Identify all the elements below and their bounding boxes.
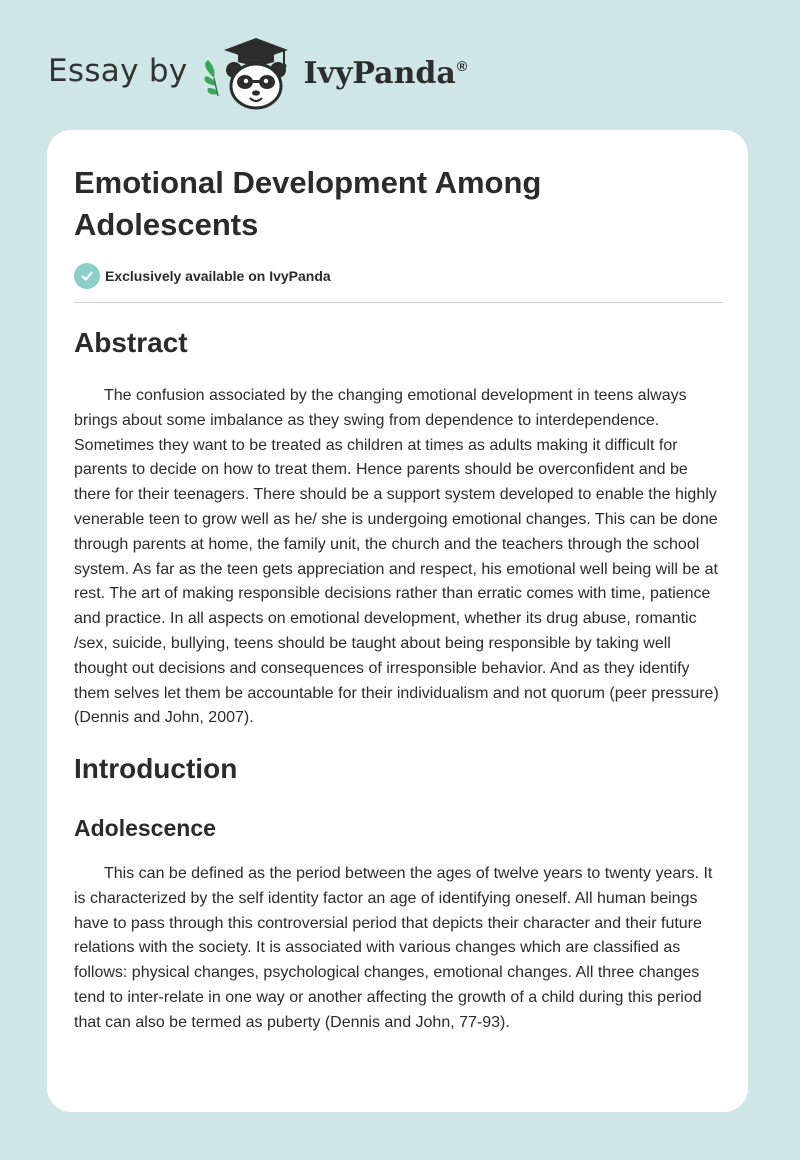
exclusive-label: Exclusively available on IvyPanda (105, 268, 331, 284)
panda-graduate-logo-icon (198, 34, 298, 114)
site-header-brand[interactable] (48, 34, 467, 114)
essay-by-label: Essay by (48, 53, 188, 89)
check-icon (74, 263, 100, 289)
essay-card (47, 130, 748, 1112)
section-heading-abstract: Abstract (74, 327, 188, 358)
section-heading-introduction: Introduction (74, 753, 238, 784)
ivy-leaf-icon (204, 60, 218, 96)
registered-mark: ® (456, 57, 468, 74)
brand-name: IvyPanda® (303, 55, 468, 91)
subheading-adolescence: Adolescence (74, 815, 216, 841)
abstract-paragraph: The confusion associated by the changing emotional development in teens always brings about some imbalance as they swing from dependence to interdependence. Sometimes they want to be treated as children at times as adults making it difficult for parents to decide on how to treat them. Hence parents should be overconfident and be there for their teenagers. There should be a support system developed to enable the highly venerable teen to grow well as he/ she is undergoing emotional changes. This can be done through parents at home, the family unit, the church and the teachers through the school system. As far as the teen gets appreciation and respect, his emotional well being will be at rest. The art of making responsible decisions rather than erratic comes with time, patience and practice. In all aspects on emotional development, whether its drug abuse, romantic /sex, suicide, bullying, teens should be taught about being responsible by taking well thought out decisions and consequences of irresponsible behavior. And as they identify them selves let them be accountable for their individualism and not quorum (peer pressure) (Dennis and John, 2007). (74, 387, 719, 727)
title-divider (74, 302, 723, 303)
adolescence-paragraph: This can be defined as the period between the ages of twelve years to twenty years. It is characterized by the self identity factor an age of identifying oneself. All human beings have to pass through this controversial period that depicts their character and their future relations with the society. It is associated with various changes which are classified as follows: physical changes, psychological changes, emotional changes. All three changes tend to inter-relate in one way or another affecting the growth of a child during this period that can also be termed as puberty (Dennis and John, 77-93). (74, 865, 713, 1031)
exclusive-badge (74, 263, 331, 289)
page-title: Emotional Development Among Adolescents (74, 165, 542, 242)
